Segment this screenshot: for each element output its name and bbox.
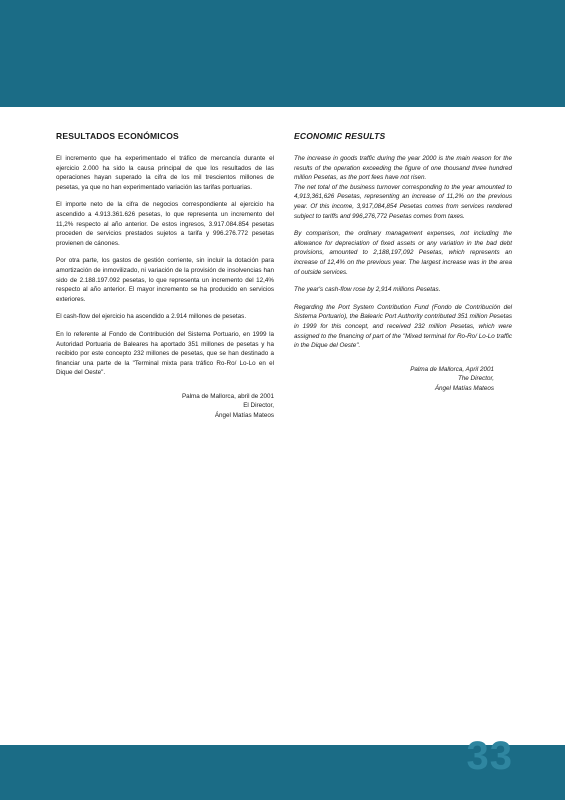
paragraph-english-2: The net total of the business turnover corresponding to the year amounted to 4,913,361,626 Pesetas, representing an increase of 11,2% on the previous year. Of this income, 3,917,084,854 Pesetas comes from services rendered subject to tariffs and 996,276,772 Pesetas comes from taxes. <box>294 183 512 220</box>
signature-place-date: Palma de Mallorca, abril de 2001 <box>181 392 274 400</box>
paragraph-spanish-2: El importe neto de la cifra de negocios correspondiente al ejercicio ha ascendido a 4.913.361.626 pesetas, lo que representa un incremento del 11,2% respecto al año anterior. De estos ingresos, 3.917.084.854 pesetas proceden de servicios prestados sujetos a tarifa y 996.276.772 pesetas provienen de cánones. <box>56 201 274 247</box>
page-number: 33 <box>466 734 513 778</box>
paragraph-spanish-4: El cash-flow del ejercicio ha ascendido a 2.914 millones de pesetas. <box>56 313 247 321</box>
header-band <box>0 0 565 107</box>
section-heading-spanish: RESULTADOS ECONÓMICOS <box>56 131 179 141</box>
signature-place-date: Palma de Mallorca, April 2001 <box>410 365 494 373</box>
paragraph-english-3: By comparison, the ordinary management expenses, not including the allowance for depreciation of fixed assets or any variation in the bad debt provisions, amounted to 2,188,197,092 Pesetas, which represents an increase of 12,4% on the previous year. The largest increase was in the area of outside services. <box>294 230 512 276</box>
signature-name: Ángel Matías Mateos <box>434 384 494 392</box>
paragraph-spanish-3: Por otra parte, los gastos de gestión corriente, sin incluir la dotación para amortización de inmovilizado, ni variación de la provisión de insolvencias han sido de 2.188.197.092 pesetas, lo que representa un incremento del 12,4% respecto al año anterior. El mayor incremento se ha producido en servicios exteriores. <box>56 257 274 303</box>
paragraph-english-4: The year's cash-flow rose by 2,914 millions Pesetas. <box>294 286 441 294</box>
signature-name: Ángel Matías Mateos <box>214 412 274 420</box>
paragraph-english-1: The increase in goods traffic during the year 2000 is the main reason for the results of the operation exceeding the figure of one thousand three hundred million Pesetas, as the port fees have not risen. <box>294 155 512 182</box>
signature-english <box>294 365 494 394</box>
spanish-column <box>56 131 274 421</box>
signature-spanish <box>56 392 274 421</box>
section-heading-english: ECONOMIC RESULTS <box>294 131 386 141</box>
paragraph-english-5: Regarding the Port System Contribution Fund (Fondo de Contribución del Sistema Portuario), the Balearic Port Authority contributed 351 million Pesetas in 1999 for this concept, and received 232 million Pesetas, which were assigned to the financing of part of the "Mixed terminal for Ro-Ro/ Lo-Lo traffic in the Dique del Oeste". <box>294 303 512 350</box>
english-column <box>294 131 512 393</box>
paragraph-spanish-5: En lo referente al Fondo de Contribución del Sistema Portuario, en 1999 la Autoridad Portuaria de Baleares ha aportado 351 millones de pesetas y ha recibido por este concepto 232 millones de pesetas, que se han destinado a financiar una parte de la "Terminal mixta para tráfico Ro-Ro/ Lo-Lo en el Dique del Oeste". <box>56 330 274 377</box>
paragraph-spanish-1: El incremento que ha experimentado el tráfico de mercancía durante el ejercicio 2.000 ha sido la causa principal de que los resultados de las operaciones hayan superado la cifra de los mil trescientos millones de pesetas, ya que no han experimentado variación las tarifas portuarias. <box>56 155 274 191</box>
signature-role: El Director, <box>243 402 274 410</box>
signature-role: The Director, <box>457 375 494 383</box>
